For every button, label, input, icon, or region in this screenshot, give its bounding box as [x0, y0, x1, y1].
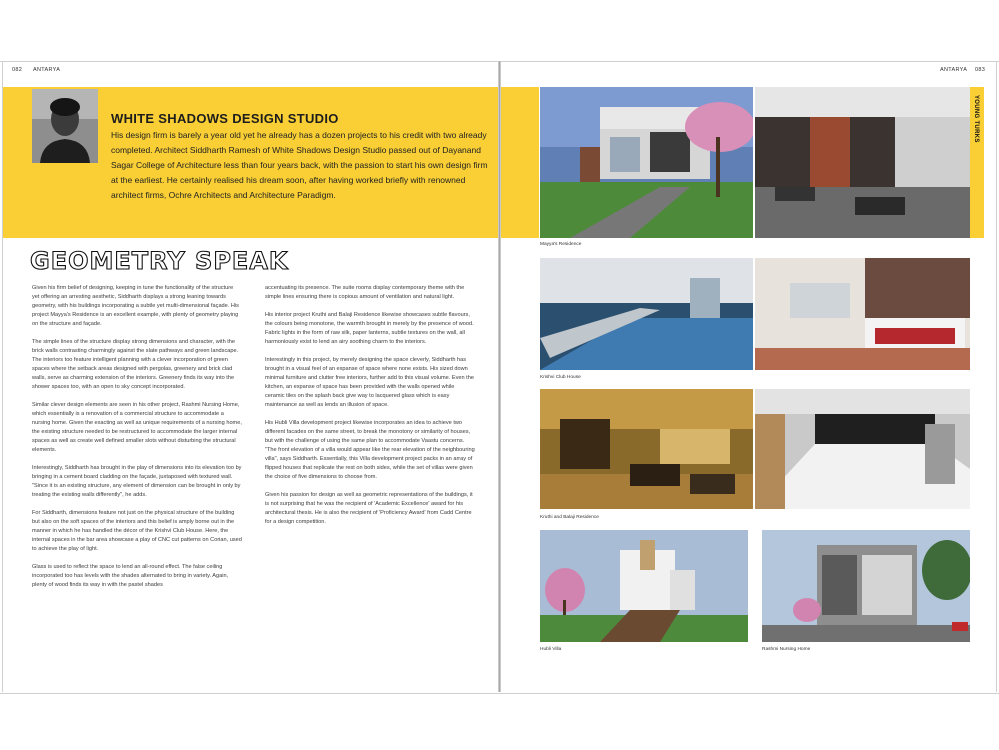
paragraph: accentuating its presence. The suite rooms display contemporary theme with the simple lines ensuring there is copious amount of ventilation and natural light.: [265, 285, 465, 300]
caption-rashmi: Rashmi Nursing Home: [762, 647, 811, 652]
right-page-edge: [996, 61, 997, 692]
paragraph: Similar clever design elements are seen in his other project, Rashmi Nursing Home, which essentially is a renovation of a commercial structure to accommodate a nursing home. Given the exacting as well as unique requirements of a nursing home, the existing structure needed to be restructured to accommodate the larger internal spaces as well as create well defined smaller slots without disturbing the structural elements.: [32, 402, 242, 453]
paragraph: The simple lines of the structure display strong dimensions and character, with the brick walls contrasting charmingly against the slate pathways and green landscape. The interiors too feature intelligent planning with a clever incorporation of green spaces where the setback areas designed with pergolas, greenery and brick clad walls, serve as charming extension of the interiors. Greenery finds its way into the shower spaces too, with an open to sky concept incorporated.: [32, 339, 239, 390]
photo-mayya-interior: [755, 87, 970, 238]
paragraph: His Hubli Villa development project likewise incorporates an idea to achieve two different facades on the same street, to break the monotony or similarity of houses, but with the challenge of using the same plan to accommodate Vaastu concerns. "The front elevation of a villa would appear like the rear elevation of the neighbouring villa", says Siddharth. Essentially, this Villa development project packs in an array of flipped houses that replicate the rest on both sides, while the set of villas were given the choice of five dimensions to choose from.: [265, 420, 475, 480]
photo-mayya-exterior: [540, 87, 753, 238]
left-page-number: 082: [12, 67, 23, 73]
paragraph: Interestingly, Siddharth has brought in the play of dimensions into its elevation too by bringing in a cement board cladding on the façade, juxtaposed with textured wall. "Since it is an existing structure, any element of dimension can be brought in only by treating the existing walls differently", he adds.: [32, 465, 242, 498]
caption-kruthi: Kruthi and Balaji Residence: [540, 515, 599, 520]
studio-title: WHITE SHADOWS DESIGN STUDIO: [111, 111, 339, 126]
photo-krishvi-bedroom: [755, 258, 970, 370]
caption-mayya: Mayya's Residence: [540, 242, 582, 247]
architect-portrait: [32, 89, 98, 163]
paragraph: For Siddharth, dimensions feature not just on the physical structure of the building but also on the soft spaces of the interiors and this belief is amply borne out in the manner in which he has handled the décor of the Krishvi Club House. Here, the internal spaces in the bar area showcase a play of CNC cut patterns on Corian, used to achieve the play of light.: [32, 510, 242, 552]
right-running-head: ANTARYA: [940, 67, 968, 73]
section-tab-label: YOUNG TURKS: [973, 95, 979, 143]
left-running-head: ANTARYA: [33, 67, 61, 73]
article-headline: GEOMETRY SPEAK: [30, 247, 289, 275]
caption-hubli: Hubli Villa: [540, 647, 562, 652]
photo-kruthi-living: [540, 389, 753, 509]
paragraph: His interior project Kruthi and Balaji Residence likewise showcases subtle flavours, the colours being monotone, the warmth brought in merely by the presence of wood. Fabric lights in the form of raw silk, paper lanterns, subtle textures on the wall, all harmoniously exist to lend an airy soothing charm to the interiors.: [265, 312, 474, 345]
article-column-2: [265, 284, 475, 536]
section-tab: [970, 87, 984, 238]
spine-gutter: [498, 61, 501, 692]
paragraph: Glass is used to reflect the space to lend an all-round effect. The false ceiling incorporated too has levels with the shades alternated to bring in variety. Again, plenty of wood finds its way in with the pastel shades: [32, 564, 229, 588]
intro-paragraph: His design firm is barely a year old yet he already has a dozen projects to his credit with two already completed. Architect Siddharth Ramesh of White Shadows Design Studio passed out of Dayanand Sagar College of Architecture less than four years back, with the passion to start his own design firm at the earliest. He certainly realised his dream soon, after having worked briefly with renowned architect firms, Ochre Architects and Architecture Paradigm.: [111, 130, 488, 200]
article-column-1: [32, 284, 242, 599]
paragraph: Given his passion for design as well as geometric representations of the buildings, it is not surprising that he was the recipient of 'Academic Excellence' award for his architectural thesis. He is also the recipient of 'Proficiency Award' from Cadd Centre for a design competition.: [265, 492, 473, 525]
photo-hubli-villa: [540, 530, 748, 642]
photo-kruthi-kitchen: [755, 389, 970, 509]
photo-rashmi-nursing-home: [762, 530, 970, 642]
photo-krishvi-pool: [540, 258, 753, 370]
caption-krishvi: Krishvi Club House: [540, 375, 581, 380]
paragraph: Given his firm belief of designing, keeping in tune the functionality of the structure yet offering an arresting aesthetic, Siddharth displays a strong leaning towards geometry, with his buildings incorporating a subtle yet multi-dimensional façade. His project Mayya's Residence is an excellent example, with plenty of geometry playing on the structure and façade.: [32, 285, 239, 327]
right-page-number: 083: [975, 67, 986, 73]
paragraph: Interestingly in this project, by merely designing the space cleverly, Siddharth has brought in a visual feel of an expanse of space where none exists. His sized down minimal furniture and clutter free interiors, further add to this visual volume. Even the kitchen, an expanse of space has been provided with the walls opened while ceramic tiles on the splash back give way to lacquered glass which is easy maintenance as well as lends an illusion of space.: [265, 357, 474, 408]
